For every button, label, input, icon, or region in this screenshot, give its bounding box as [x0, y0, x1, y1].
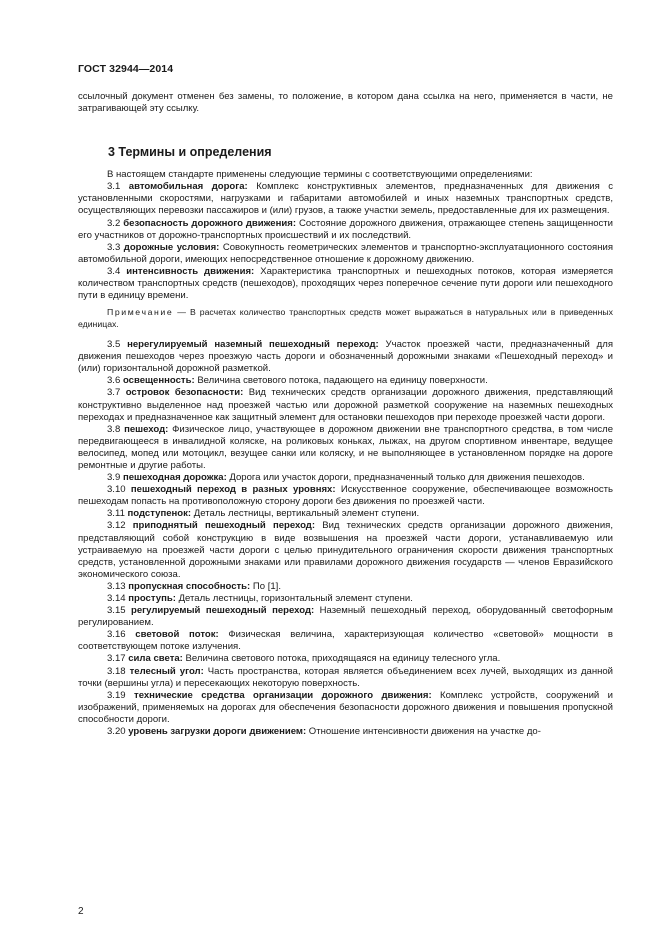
term-name: интенсивность движения: [126, 265, 255, 277]
term-definition: Физическое лицо, участвующее в дорожном движении вне транспортного средства, в том числе передвигающееся в инвалидной коляске, на роликовых коньках, лыжах, на другом спортивном инвентаре, ведущее велосипед, мопед или мотоцикл, везущее санки или коляску, и не выполняющее в установленном порядке на дороге ремонтные и другие работы. [78, 423, 614, 471]
term-number: 3.5 [107, 339, 121, 351]
term-number: 3.3 [107, 241, 121, 253]
term-definition: Отношение интенсивности движения на участке до- [308, 726, 541, 738]
term-name: телесный угол: [129, 665, 204, 677]
term-name: уровень загрузки дороги движением: [128, 726, 307, 738]
term-number: 3.7 [107, 387, 121, 399]
term-definition: Величина светового потока, приходящаяся на единицу телесного угла. [185, 653, 501, 665]
term-definition: Наземный пешеходный переход, оборудованный светофорным регулированием. [78, 605, 613, 629]
term-number: 3.18 [107, 665, 126, 677]
term-entry [78, 605, 613, 629]
term-name: регулируемый пешеходный переход: [131, 605, 315, 617]
term-name: пешеходный переход в разных уровнях: [130, 484, 336, 496]
term-entry [78, 653, 613, 665]
term-name: пропускная способность: [128, 580, 251, 592]
term-name: пешеходная дорожка: [122, 472, 227, 484]
term-number: 3.14 [107, 593, 126, 604]
intro-paragraph: В настоящем стандарте применены следующие термины с соответствующими определениями: [107, 169, 533, 181]
note-label: Примечание [107, 307, 174, 318]
term-entry [78, 424, 613, 472]
term-number: 3.17 [107, 653, 126, 665]
term-name: технические средства организации дорожного движения: [134, 689, 432, 701]
section-title: 3 Термины и определения [108, 145, 272, 160]
term-number: 3.4 [107, 265, 121, 277]
term-name: подступенок: [127, 508, 192, 520]
term-definition: Искусственное сооружение, обеспечивающее возможность пешеходам попасть на противоположную сторону дороги без движения по проезжей части. [78, 484, 614, 508]
term-number: 3.1 [107, 181, 121, 193]
term-entry [78, 520, 613, 580]
term-list-a [78, 181, 613, 302]
term-definition: Вид технических средств организации дорожного движения, представляющий собой конструкцию в виде возвышения на проезжей части дороги, устанавливаемую или устраиваемую на проезжей части дороги с целью принудительного ограничения скорости движения транспортных средств, установленной дорожными знаками или правилами дорожного движения государств — членов Евразийского экономического союза. [78, 520, 613, 580]
term-entry [78, 593, 613, 605]
term-number: 3.13 [107, 580, 126, 592]
term-number: 3.6 [107, 375, 121, 387]
term-number: 3.8 [107, 423, 121, 435]
term-definition: Вид технических средств организации дорожного движения, представляющий конструктивно выделенное над проезжей частью или дорожной разметкой сооружение на наземных пешеходных переходах и предназначенное как защитный элемент для остановки пешеходов при переходе проезжей части дороги. [78, 387, 613, 423]
term-name: пешеход: [124, 423, 169, 435]
term-number: 3.10 [107, 484, 126, 496]
term-name: приподнятый пешеходный переход: [132, 520, 316, 532]
term-entry [78, 375, 613, 387]
term-list-b [78, 339, 613, 738]
term-definition: Комплекс конструктивных элементов, предназначенных для движения с установленными скоростями, нагрузками и габаритами автомобилей и иных наземных транспортных средств, осуществляющих перевозки пассажиров и (или) грузов, а также участки земель, предоставленные для их размещения. [78, 181, 614, 217]
term-definition: Физическая величина, характеризующая количество «световой» мощности в соответствующем потоке излучения. [78, 629, 614, 653]
term-definition: По [1]. [252, 580, 281, 592]
term-entry [78, 508, 613, 520]
note [78, 307, 613, 330]
term-name: проступь: [128, 593, 176, 604]
page-content [78, 91, 613, 738]
term-entry [78, 726, 613, 738]
term-number: 3.20 [107, 726, 126, 738]
term-number: 3.12 [107, 520, 126, 532]
term-entry [78, 339, 613, 375]
term-name: световой поток: [135, 629, 219, 641]
term-number: 3.16 [107, 629, 126, 641]
term-entry [78, 472, 613, 484]
term-number: 3.2 [107, 217, 121, 229]
document-header: ГОСТ 32944—2014 [78, 63, 174, 75]
term-name: островок безопасности: [125, 387, 244, 399]
term-definition: Характеристика транспортных и пешеходных потоков, которая измеряется количеством транспортных средств (пешеходов), проходящих через поперечное сечение пути дороги или пешеходного пути в единицу времени. [78, 265, 613, 302]
term-name: освещенность: [122, 375, 195, 387]
term-entry [78, 484, 613, 508]
term-entry [78, 242, 613, 266]
term-entry [78, 581, 613, 593]
page-number: 2 [78, 906, 84, 917]
term-definition: Дорога или участок дороги, предназначенный только для движения пешеходов. [229, 472, 585, 484]
note-text: — В расчетах количество транспортных средств может выражаться в натуральных или в приведенных единицах. [78, 307, 613, 329]
term-definition: Комплекс устройств, сооружений и изображений, применяемых на дорогах для обеспечения безопасности дорожного движения и повышения пропускной способности дороги. [78, 689, 614, 725]
term-entry [78, 690, 613, 726]
term-entry [78, 387, 613, 423]
term-number: 3.15 [107, 605, 126, 617]
term-number: 3.9 [107, 472, 121, 484]
previous-section-fragment: ссылочный документ отменен без замены, то положение, в котором дана ссылка на него, применяется в части, не затрагивающей эту ссылку. [78, 91, 613, 115]
term-number: 3.19 [107, 689, 126, 701]
term-entry [78, 666, 613, 690]
term-entry [78, 266, 613, 302]
term-name: дорожные условия: [123, 241, 220, 253]
term-number: 3.11 [107, 508, 125, 520]
term-definition: Участок проезжей части, предназначенный для движения пешеходов через проезжую часть дороги и обозначенный дорожными знаками «Пешеходный переход» и (или) горизонтальной дорожной разметкой. [78, 339, 613, 375]
term-name: автомобильная дорога: [128, 181, 248, 193]
term-name: безопасность дорожного движения: [123, 217, 296, 229]
term-definition: Совокупность геометрических элементов и транспортно-эксплуатационного состояния автомобильной дороги, имеющих непосредственное отношение к дорожному движению. [78, 241, 613, 265]
term-definition: Деталь лестницы, горизонтальный элемент ступени. [178, 593, 413, 604]
term-entry [78, 181, 613, 217]
term-definition: Деталь лестницы, вертикальный элемент ступени. [193, 508, 420, 520]
term-entry [78, 218, 613, 242]
term-definition: Часть пространства, которая является объединением всех лучей, выходящих из данной точки (вершины угла) и пересекающих некоторую поверхность. [78, 665, 614, 689]
term-entry [78, 629, 613, 653]
term-name: сила света: [128, 653, 183, 665]
term-definition: Величина светового потока, падающего на единицу поверхности. [197, 375, 488, 387]
term-definition: Состояние дорожного движения, отражающее степень защищенности его участников от дорожно-транспортных происшествий и их последствий. [78, 217, 614, 241]
term-name: нерегулируемый наземный пешеходный переход: [127, 339, 379, 351]
